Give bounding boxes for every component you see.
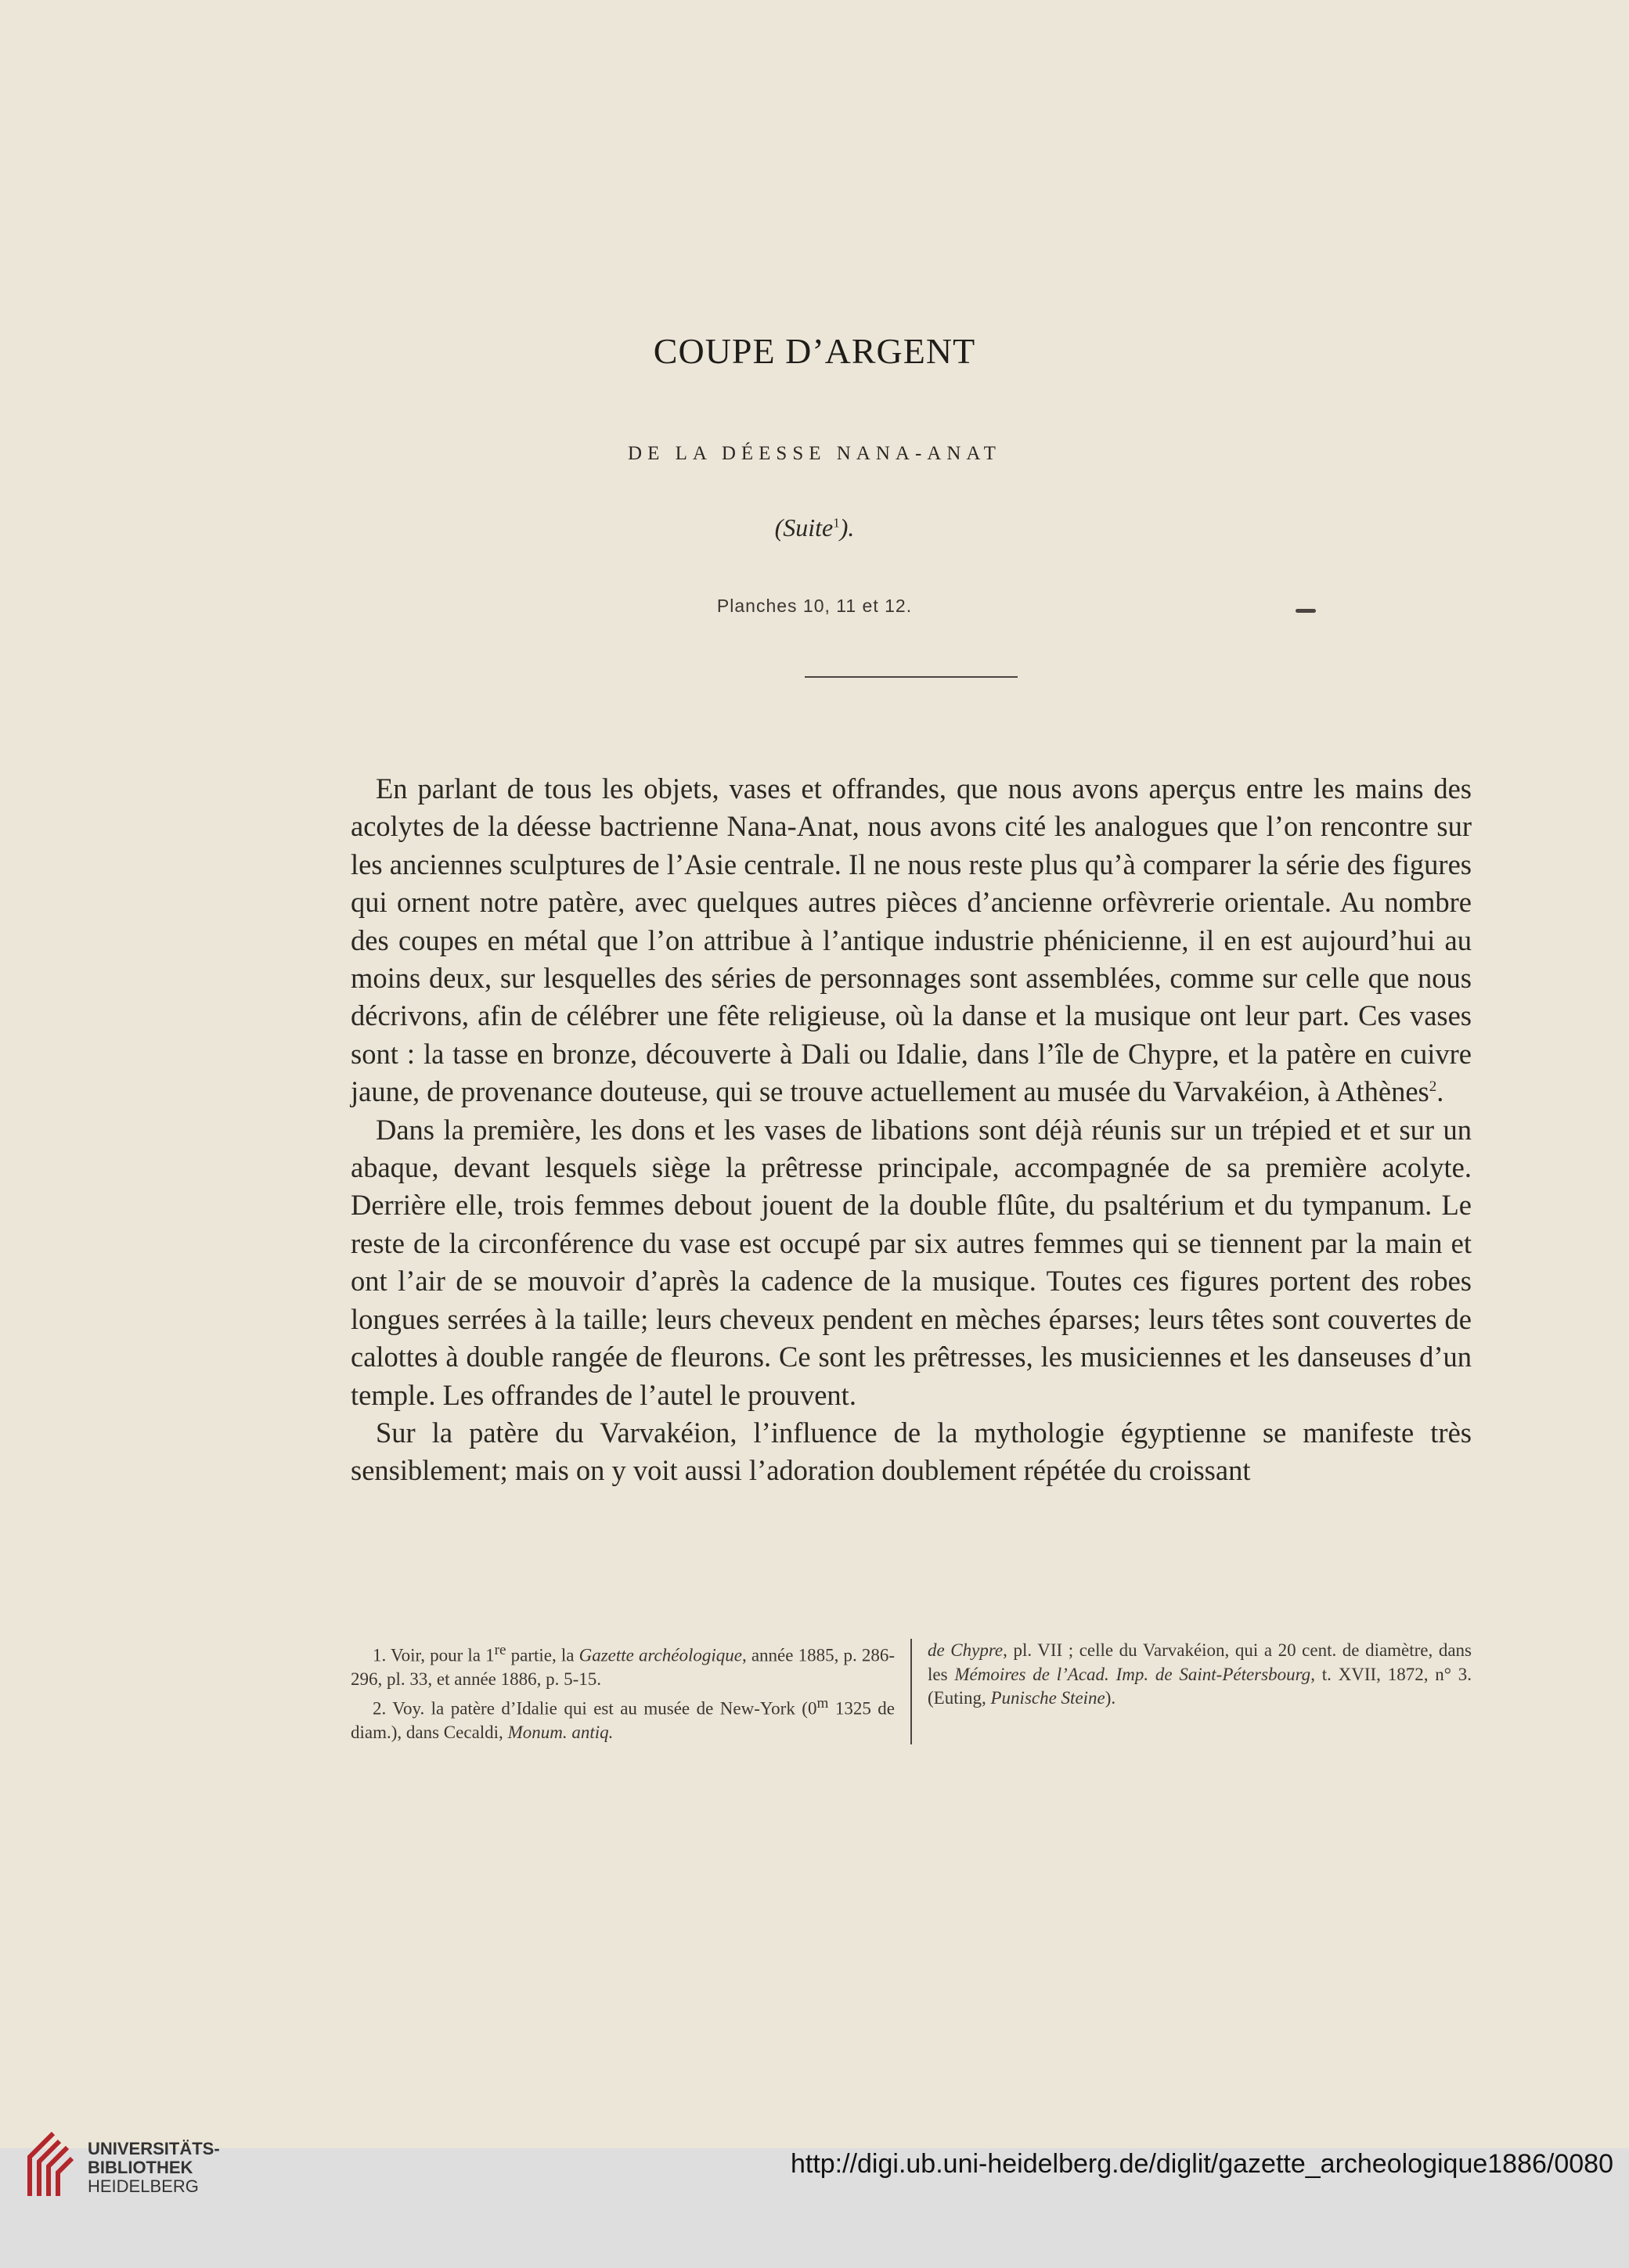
suite-footnote-ref: 1 bbox=[833, 515, 840, 531]
paragraph-1 bbox=[351, 770, 1472, 1111]
footnote-2 bbox=[351, 1692, 895, 1745]
library-name-line-1: UNIVERSITÄTS- bbox=[88, 2139, 220, 2158]
footnotes-right-column bbox=[910, 1639, 1472, 1744]
footnote-cont-text: , pl. VII ; celle du Varvakéion, qui a 20 cent. de diamètre, dans les bbox=[928, 1640, 1472, 1684]
paragraph-3: Sur la patère du Varvakéion, l’influence de la mythologie égyptienne se manifeste très sensiblement; mais on y voit aussi l’adoration doublement répétée du croissant bbox=[351, 1416, 1472, 1487]
suite-text: Suite bbox=[783, 513, 834, 542]
footnote-1-sup: re bbox=[494, 1642, 506, 1658]
ink-mark bbox=[1296, 609, 1316, 613]
suite-label: (Suite$^1$). bbox=[774, 513, 855, 542]
footnote-cont-title-3: Punische Steine bbox=[990, 1688, 1105, 1708]
footnotes bbox=[351, 1639, 1472, 1744]
footnote-2-text: 2. Voy. la patère d’Idalie qui est au musée de New-York (0 bbox=[373, 1698, 817, 1719]
footnote-2-sup: m bbox=[816, 1694, 829, 1712]
footnote-cont-title-2: Mémoires de l’Acad. Imp. de Saint-Pétersbourg bbox=[954, 1664, 1311, 1684]
footnote-1 bbox=[351, 1639, 895, 1692]
footnote-cont-title: de Chypre bbox=[928, 1640, 1004, 1660]
library-name-line-2: BIBLIOTHEK bbox=[88, 2158, 193, 2177]
page-title: COUPE D’ARGENT bbox=[653, 331, 976, 371]
library-logo-icon bbox=[22, 2126, 77, 2204]
paragraph-1-text: En parlant de tous les objets, vases et offrandes, que nous avons aperçus entre les mains des acolytes de la déesse bactrienne Nana-Anat, nous avons cité les analogues que l’on rencontre sur les anciennes sculptures de l’Asie centrale. Il ne nous reste plus qu’à comparer la série des figures qui ornent notre patère, avec quelques autres pièces d’ancienne orfèvrerie orientale. Au nombre des coupes en métal que l’on attribue à l’antique industrie phénicienne, il en est aujourd’hui au moins deux, sur lesquelles des séries de personnages sont assemblées, comme sur celle que nous décrivons, afin de célébrer une fête religieuse, où la danse et la musique ont leur part. Ces vases sont : la tasse en bronze, découverte à Dali ou Idalie, dans l’île de Chypre, et la patère en cuivre jaune, de provenance douteuse, qui se trouve actuellement au musée du Varvakéion, à Athènes bbox=[351, 772, 1472, 1108]
footnote-2-continued bbox=[928, 1639, 1472, 1711]
title-divider bbox=[805, 676, 1018, 678]
footnote-1-text-c: , année 1885, p. 286-296, pl. 33, et année 1886, p. 5-15. bbox=[351, 1645, 895, 1690]
body-text bbox=[351, 770, 1472, 1490]
footnote-2-text-b: 1325 de diam.), dans Cecaldi, bbox=[351, 1698, 895, 1742]
footnotes-left-column bbox=[351, 1639, 910, 1744]
plates-reference: Planches 10, 11 et 12. bbox=[716, 596, 913, 616]
paragraph-2: Dans la première, les dons et les vases de libations sont déjà réunis sur un trépied et et sur un abaque, devant lesquels siège la prêtresse principale, accompagnée de sa première acolyte. Derrière elle, trois femmes debout jouent de la double flûte, du psaltérium et du tympanum. Le reste de la circonférence du vase est occupé par six autres femmes qui se tiennent par la main et ont l’air de se mouvoir d’après la cadence de la musique. Toutes ces figures portent des robes longues serrées à la taille; leurs cheveux pendent en mèches éparses; leurs têtes sont couvertes de calottes à double rangée de fleurons. Ce sont les prêtresses, les musiciennes et les danseuses d’un temple. Les offrandes de l’autel le prouvent. bbox=[351, 1113, 1472, 1411]
footnote-2-title: Monum. antiq. bbox=[507, 1722, 614, 1742]
footnote-1-title: Gazette archéologique bbox=[578, 1645, 742, 1665]
library-name bbox=[88, 2140, 220, 2196]
paragraph-1-end: . bbox=[1436, 1075, 1444, 1108]
footnote-ref-2: 2 bbox=[1429, 1078, 1437, 1096]
footnote-1-text: 1. Voir, pour la 1 bbox=[373, 1645, 495, 1665]
permalink-url[interactable]: http://digi.ub.uni-heidelberg.de/diglit/gazette_archeologique1886/0080 bbox=[790, 2149, 1613, 2179]
page-subtitle: DE LA DÉESSE NANA-ANAT bbox=[628, 443, 1001, 464]
library-name-line-3: HEIDELBERG bbox=[88, 2176, 199, 2196]
footnote-cont-text-b: , t. XVII, 1872, n° 3. (Euting, bbox=[928, 1664, 1472, 1708]
footnote-cont-text-c: ). bbox=[1105, 1688, 1116, 1708]
footnote-1-text-b: partie, la bbox=[506, 1645, 579, 1665]
suite-close: ). bbox=[839, 513, 855, 542]
